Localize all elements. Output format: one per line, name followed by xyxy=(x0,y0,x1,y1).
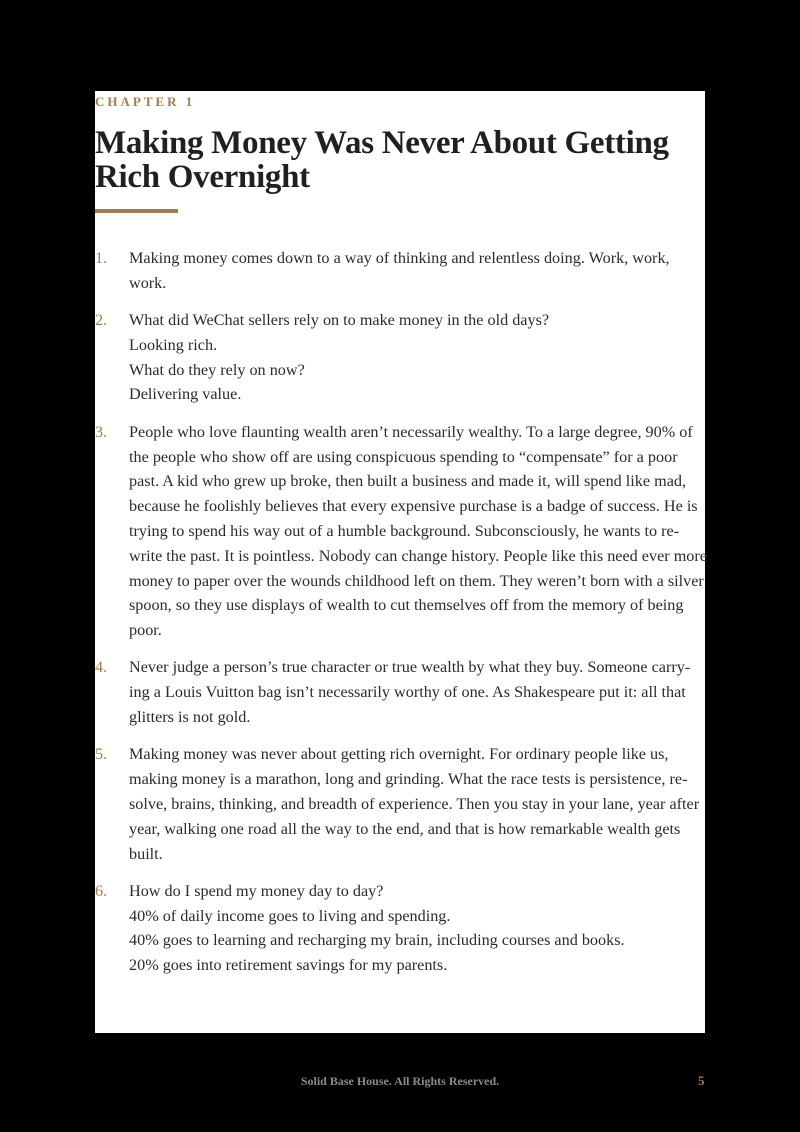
list-item-text: How do I spend my money day to day? xyxy=(129,881,384,900)
list-item-number: 1. xyxy=(95,249,108,267)
list-item-number: 4. xyxy=(95,658,108,677)
list-item-text: Looking rich. xyxy=(129,335,218,354)
list-item-number: 2. xyxy=(95,311,108,330)
footer-copyright: Solid Base House. All Rights Reserved. xyxy=(300,1074,500,1088)
list-item-text: 40% goes to learning and recharging my brain, including courses and books. xyxy=(129,931,625,950)
chapter-label: CHAPTER 1 xyxy=(95,94,196,109)
page-number: 5 xyxy=(698,1073,705,1088)
list-item-text: Making money was never about getting rich overnight. For ordinary people like us, making money is a marathon, long and grinding. What the race tests is persistence, re-solve, brains, thinking, and breadth of experience. Then you stay in your lane, year after year, walking one road all the way to the end, and that is how remarkable wealth gets built. xyxy=(129,745,700,863)
list-item-4 xyxy=(95,655,707,729)
numbered-list xyxy=(95,246,707,991)
list-item-5 xyxy=(95,742,707,866)
list-item-6 xyxy=(95,879,707,978)
list-item-2 xyxy=(95,308,707,407)
list-item-text: 40% of daily income goes to living and spending. xyxy=(129,906,451,925)
list-item-3 xyxy=(95,420,707,643)
list-item-text: What do they rely on now? xyxy=(129,360,305,379)
list-item-text: What did WeChat sellers rely on to make money in the old days? xyxy=(129,311,550,330)
list-item-text: People who love flaunting wealth aren’t necessarily wealthy. To a large degree, 90% of the people who show off are using conspicuous spending to “compensate” for a poor past. A kid who grew up broke, then built a business and made it, will spend like mad, because he foolishly believes that every expensive purchase is a badge of success. He is trying to spend his way out of a humble background. Subconsciously, he wants to re-write the past. It is pointless. Nobody can change history. People like this need ever more money to paper over the wounds childhood left on them. They weren’t born with a silver spoon, so they use displays of wealth to cut themselves off from the memory of being poor. xyxy=(129,422,707,640)
list-item-text: 20% goes into retirement savings for my parents. xyxy=(129,956,448,975)
list-item-text: Making money comes down to a way of thinking and relentless doing. Work, work, work. xyxy=(129,249,670,292)
list-item-number: 5. xyxy=(95,745,108,764)
list-item-text: Delivering value. xyxy=(129,385,242,404)
list-item-number: 6. xyxy=(95,881,108,900)
title-underline-rule xyxy=(95,209,178,213)
list-item-text: Never judge a person’s true character or true wealth by what they buy. Someone carry-ing a Louis Vuitton bag isn’t necessarily worthy of one. As Shakespeare put it: all that glitters is not gold. xyxy=(129,658,691,727)
list-item-1 xyxy=(95,246,707,296)
chapter-title: Making Money Was Never About Getting Rich Overnight xyxy=(95,125,669,195)
list-item-number: 3. xyxy=(95,422,108,441)
